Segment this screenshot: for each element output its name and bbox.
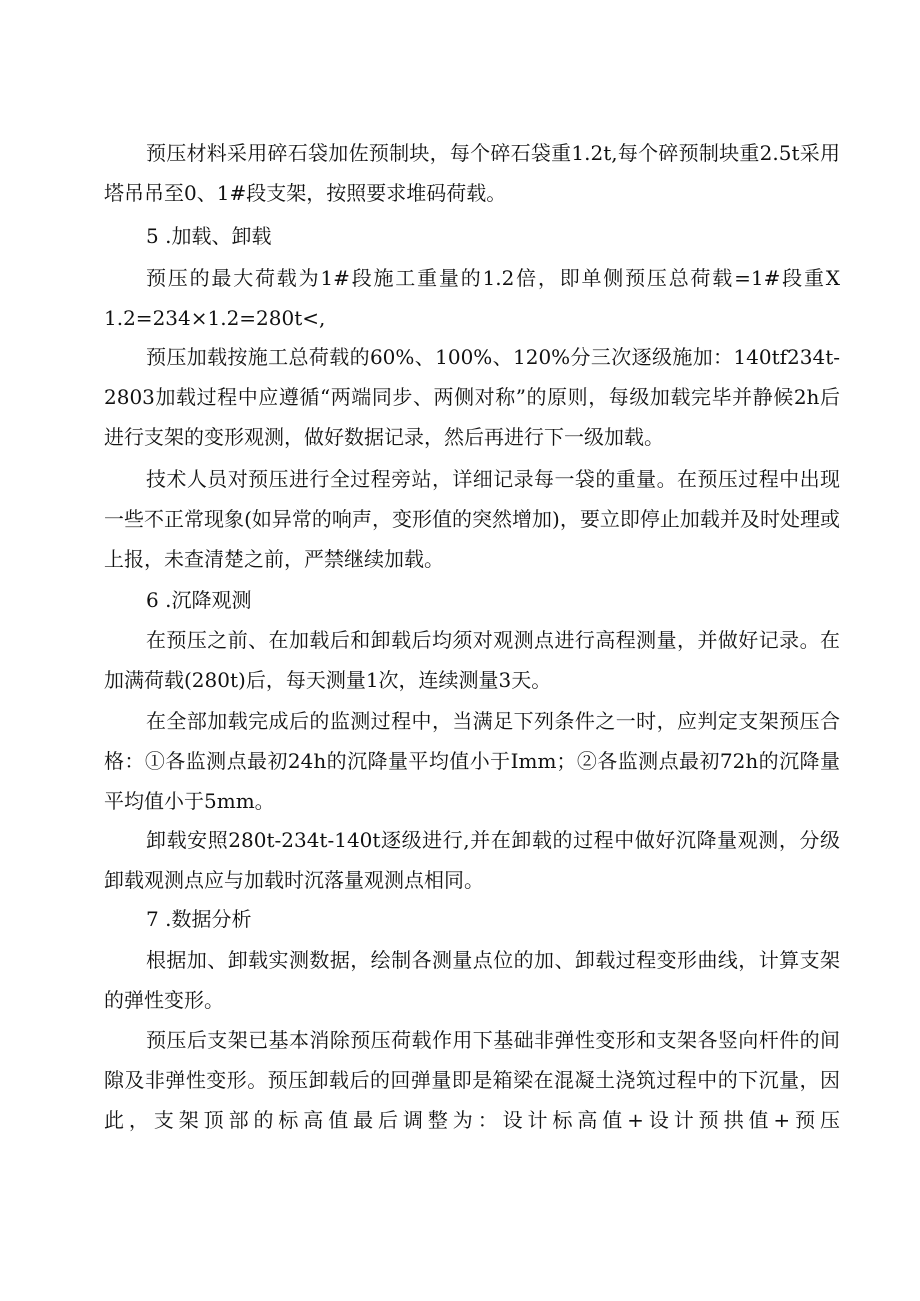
paragraph-deformation-curve: 根据加、卸载实测数据，绘制各测量点位的加、卸载过程变形曲线，计算支架的弹性变形。 xyxy=(104,948,840,1012)
paragraph-preload-material: 预压材料采用碎石袋加佐预制块，每个碎石袋重1.2t,每个碎预制块重2.5t采用塔吊吊至0、1#段支架，按照要求堆码荷载。 xyxy=(104,141,840,205)
heading-loading-unloading: 5 .加载、卸载 xyxy=(146,224,272,248)
paragraph-unloading: 卸载安照280t-234t-140t逐级进行,并在卸载的过程中做好沉降量观测，分级卸载观测点应与加载时沉落量观测点相同。 xyxy=(104,828,840,892)
paragraph-elevation-adjustment: 预压后支架已基本消除预压荷载作用下基础非弹性变形和支架各竖向杆件的间隙及非弹性变形。预压卸载后的回弹量即是箱梁在混凝土浇筑过程中的下沉量，因此，支架顶部的标高值最后调整为：设计标高值+设计预拱值+预压 xyxy=(104,1028,840,1132)
heading-data-analysis: 7 .数据分析 xyxy=(146,907,252,931)
heading-settlement-observation: 6 .沉降观测 xyxy=(146,588,252,612)
paragraph-max-load: 预压的最大荷载为1#段施工重量的1.2倍，即单侧预压总荷载=1#段重X 1.2=234×1.2=280t<, xyxy=(104,266,840,330)
paragraph-acceptance-criteria: 在全部加载完成后的监测过程中，当满足下列条件之一时，应判定支架预压合格：①各监测点最初24h的沉降量平均值小于Imm；②各监测点最初72h的沉降量平均值小于5mm。 xyxy=(104,709,840,813)
paragraph-elevation-survey: 在预压之前、在加载后和卸载后均须对观测点进行高程测量，并做好记录。在加满荷载(280t)后，每天测量1次，连续测量3天。 xyxy=(104,628,840,692)
paragraph-supervision: 技术人员对预压进行全过程旁站，详细记录每一袋的重量。在预压过程中出现一些不正常现象(如异常的响声，变形值的突然增加)，要立即停止加载并及时处理或上报，未查清楚之前，严禁继续加载。 xyxy=(104,467,840,571)
paragraph-loading-steps: 预压加载按施工总荷载的60%、100%、120%分三次逐级施加：140tf234t-2803加载过程中应遵循“两端同步、两侧对称”的原则，每级加载完毕并静候2h后进行支架的变形观测，做好数据记录，然后再进行下一级加载。 xyxy=(104,345,840,449)
